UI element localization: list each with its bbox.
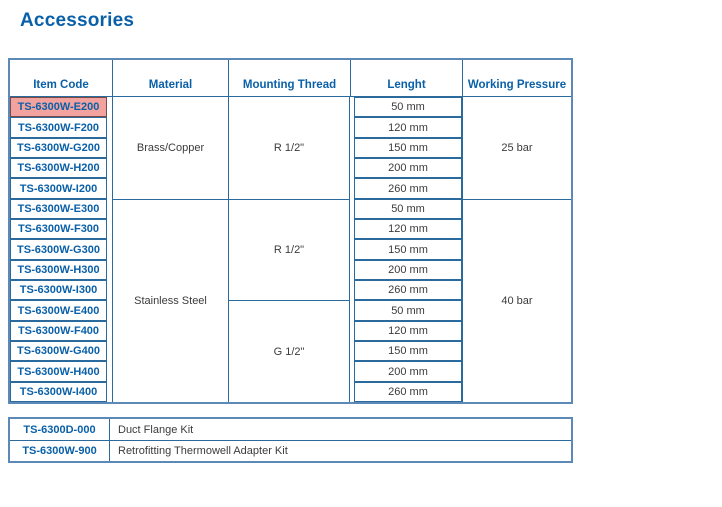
length-cell: 120 mm: [354, 321, 462, 341]
working-pressure-cell: 40 bar: [462, 199, 571, 402]
material-cell: Brass/Copper: [112, 97, 228, 199]
material-cell: Stainless Steel: [112, 199, 228, 402]
length-cell: 50 mm: [354, 300, 462, 320]
highlighted-item-code-cell: TS-6300W-E200: [10, 97, 107, 117]
length-cell: 260 mm: [354, 178, 462, 198]
header-cell-lenght: Lenght: [350, 60, 462, 96]
kit-row: [10, 419, 571, 440]
length-cell: 150 mm: [354, 138, 462, 158]
kit-code-cell: TS-6300D-000: [23, 423, 96, 436]
length-cell: 50 mm: [354, 97, 462, 117]
accessories-table: [8, 58, 573, 404]
length-cell: 260 mm: [354, 280, 462, 300]
item-code-cell: TS-6300W-I200: [10, 178, 107, 198]
item-code-cell: TS-6300W-E400: [10, 300, 107, 320]
header-cell-item-code: Item Code: [33, 79, 89, 92]
item-code-cell: TS-6300W-F200: [10, 117, 107, 137]
working-pressure-cell: 25 bar: [462, 97, 571, 199]
mounting-thread-cell: R 1/2": [228, 97, 350, 199]
item-code-cell: TS-6300W-H400: [10, 361, 107, 381]
mounting-thread-cell: G 1/2": [228, 300, 350, 402]
page-title: Accessories: [20, 10, 135, 31]
mounting-thread-cell: R 1/2": [228, 199, 350, 301]
kits-table: [8, 417, 573, 463]
header-cell-working-pressure: Working Pressure: [462, 60, 571, 96]
item-code-cell: TS-6300W-F300: [10, 219, 107, 239]
item-code-cell: TS-6300W-E300: [10, 199, 107, 219]
kit-description-cell: Retrofitting Thermowell Adapter Kit: [109, 441, 571, 461]
length-cell: 50 mm: [354, 199, 462, 219]
length-cell: 150 mm: [354, 341, 462, 361]
item-code-cell: TS-6300W-G400: [10, 341, 107, 361]
length-cell: 200 mm: [354, 158, 462, 178]
length-cell: 120 mm: [354, 219, 462, 239]
accessories-table-body: [10, 97, 571, 402]
item-code-cell: TS-6300W-H300: [10, 260, 107, 280]
header-cell-mounting-thread: Mounting Thread: [228, 60, 350, 96]
length-cell: 150 mm: [354, 239, 462, 259]
header-cell-material: Material: [112, 60, 228, 96]
kit-row: [10, 440, 571, 461]
length-cell: 200 mm: [354, 260, 462, 280]
length-cell: 260 mm: [354, 382, 462, 402]
item-code-cell: TS-6300W-G300: [10, 239, 107, 259]
item-code-cell: TS-6300W-G200: [10, 138, 107, 158]
accessories-table-header-row: [10, 60, 571, 97]
length-cell: 120 mm: [354, 117, 462, 137]
item-code-cell: TS-6300W-I300: [10, 280, 107, 300]
item-code-cell: TS-6300W-H200: [10, 158, 107, 178]
kit-description-cell: Duct Flange Kit: [109, 419, 571, 440]
item-code-cell: TS-6300W-F400: [10, 321, 107, 341]
length-cell: 200 mm: [354, 361, 462, 381]
kit-code-cell: TS-6300W-900: [22, 445, 97, 458]
item-code-cell: TS-6300W-I400: [10, 382, 107, 402]
